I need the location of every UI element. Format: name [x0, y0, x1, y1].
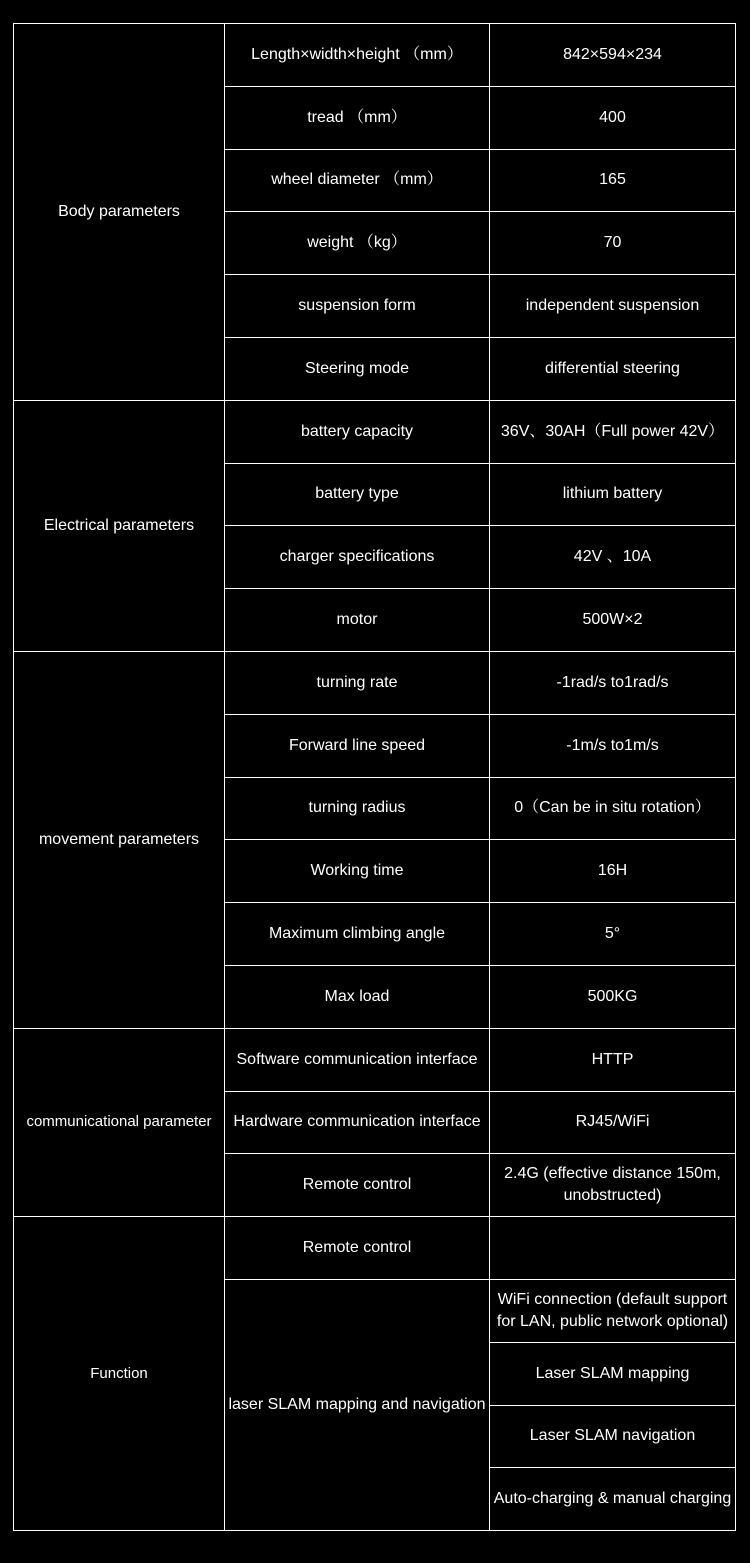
- row-value: differential steering: [490, 337, 736, 400]
- row-value: lithium battery: [490, 463, 736, 526]
- row-value: 16H: [490, 840, 736, 903]
- row-label: Forward line speed: [225, 714, 490, 777]
- row-value: 500KG: [490, 965, 736, 1028]
- row-value: Auto-charging & manual charging: [490, 1468, 736, 1531]
- row-value: Laser SLAM navigation: [490, 1405, 736, 1468]
- row-value: 400: [490, 86, 736, 149]
- row-value: RJ45/WiFi: [490, 1091, 736, 1154]
- row-value: 70: [490, 212, 736, 275]
- spec-table: [13, 23, 736, 1531]
- table-row: [14, 1217, 736, 1280]
- row-value: -1rad/s to1rad/s: [490, 651, 736, 714]
- row-label: Remote control: [225, 1154, 490, 1217]
- row-value: 500W×2: [490, 589, 736, 652]
- row-label: Length×width×height （mm）: [225, 24, 490, 87]
- row-label: battery type: [225, 463, 490, 526]
- row-label: Steering mode: [225, 337, 490, 400]
- table-row: [14, 651, 736, 714]
- row-label: wheel diameter （mm）: [225, 149, 490, 212]
- row-label: Maximum climbing angle: [225, 903, 490, 966]
- group-movement: movement parameters: [14, 651, 225, 1028]
- row-value: HTTP: [490, 1028, 736, 1091]
- row-label: weight （kg）: [225, 212, 490, 275]
- row-value: 42V 、10A: [490, 526, 736, 589]
- row-label: tread （mm）: [225, 86, 490, 149]
- group-communication: communicational parameter: [14, 1028, 225, 1216]
- row-value: 2.4G (effective distance 150m, unobstructed): [490, 1154, 736, 1217]
- table-row: [14, 24, 736, 87]
- group-electrical: Electrical parameters: [14, 400, 225, 651]
- row-value: -1m/s to1m/s: [490, 714, 736, 777]
- row-label: charger specifications: [225, 526, 490, 589]
- row-value: 0（Can be in situ rotation）: [490, 777, 736, 840]
- group-function: Function: [14, 1217, 225, 1531]
- row-label: Max load: [225, 965, 490, 1028]
- row-value: 165: [490, 149, 736, 212]
- row-value: WiFi connection (default support for LAN, public network optional): [490, 1279, 736, 1342]
- row-value: 842×594×234: [490, 24, 736, 87]
- group-body: Body parameters: [14, 24, 225, 401]
- row-label: Working time: [225, 840, 490, 903]
- row-value: Laser SLAM mapping: [490, 1342, 736, 1405]
- row-label: battery capacity: [225, 400, 490, 463]
- row-label: Software communication interface: [225, 1028, 490, 1091]
- row-value: independent suspension: [490, 275, 736, 338]
- row-label: motor: [225, 589, 490, 652]
- row-label: turning rate: [225, 651, 490, 714]
- row-label: Hardware communication interface: [225, 1091, 490, 1154]
- table-row: [14, 400, 736, 463]
- row-value: [490, 1217, 736, 1280]
- row-value: 5°: [490, 903, 736, 966]
- row-label: laser SLAM mapping and navigation: [225, 1279, 490, 1530]
- table-row: [14, 1028, 736, 1091]
- row-label: Remote control: [225, 1217, 490, 1280]
- row-label: turning radius: [225, 777, 490, 840]
- row-value: 36V、30AH（Full power 42V）: [490, 400, 736, 463]
- row-label: suspension form: [225, 275, 490, 338]
